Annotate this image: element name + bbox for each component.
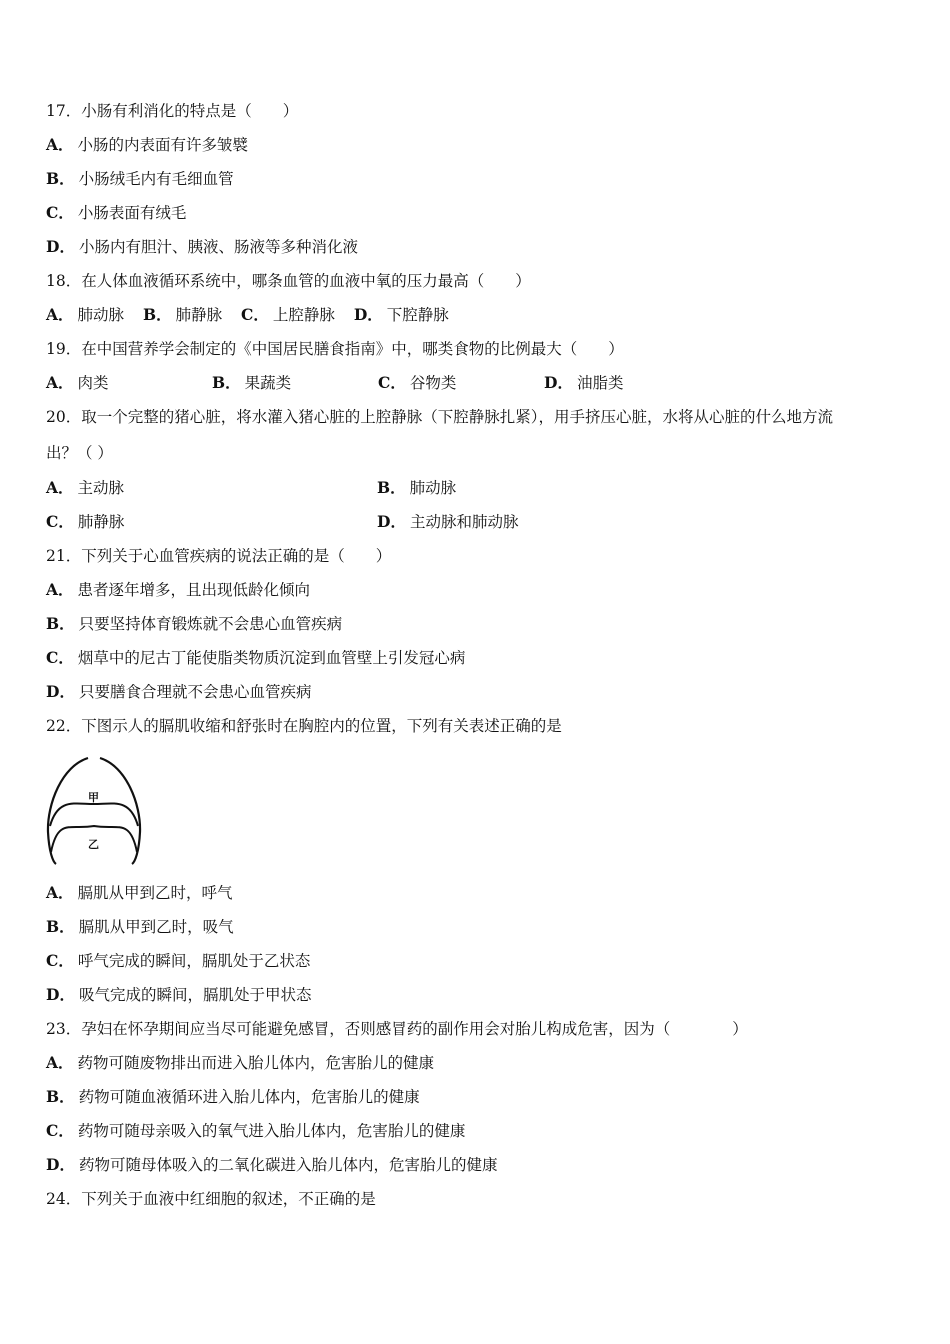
diaphragm-figure <box>44 752 144 870</box>
q18-option-c: C． 上腔静脉 <box>241 305 335 324</box>
q23-option-a: A． 药物可随废物排出而进入胎儿体内，危害胎儿的健康 <box>46 1053 435 1072</box>
q18-option-b: B． 肺静脉 <box>142 305 223 324</box>
q20-option-c: C． 肺静脉 <box>46 512 125 531</box>
question-24-stem: 24．下列关于血液中红细胞的叙述，不正确的是 <box>46 1190 376 1208</box>
q20-option-a: A． 主动脉 <box>46 478 125 497</box>
q17-option-b: B． 小肠绒毛内有毛细血管 <box>46 169 234 188</box>
question-19-stem: 19．在中国营养学会制定的《中国居民膳食指南》中，哪类食物的比例最大（ ） <box>46 340 624 358</box>
q21-option-b: B． 只要坚持体育锻炼就不会患心血管疾病 <box>46 614 343 633</box>
q20-options-row-2 <box>46 511 708 533</box>
question-20-stem-line1: 20．取一个完整的猪心脏，将水灌入猪心脏的上腔静脉（下腔静脉扎紧），用手挤压心脏，水将从心脏的什么地方流 <box>46 408 833 426</box>
q21-option-a: A． 患者逐年增多，且出现低龄化倾向 <box>46 580 311 599</box>
q21-option-c: C． 烟草中的尼古丁能使脂类物质沉淀到血管壁上引发冠心病 <box>46 648 466 667</box>
figure-label-yi: 乙 <box>88 838 99 851</box>
q19-options-row <box>46 372 623 394</box>
q23-option-c: C． 药物可随母亲吸入的氧气进入胎儿体内，危害胎儿的健康 <box>46 1121 466 1140</box>
q23-option-b: B． 药物可随血液循环进入胎儿体内，危害胎儿的健康 <box>46 1087 420 1106</box>
q17-option-d: D． 小肠内有胆汁、胰液、肠液等多种消化液 <box>46 237 358 256</box>
figure-label-jia: 甲 <box>88 791 99 804</box>
q19-option-c: C． 谷物类 <box>378 373 457 392</box>
question-22-stem: 22．下图示人的膈肌收缩和舒张时在胸腔内的位置，下列有关表述正确的是 <box>46 717 562 735</box>
q20-options-row-1 <box>46 477 708 499</box>
diaphragm-position-jia <box>50 803 138 826</box>
q20-option-b: B． 肺动脉 <box>377 478 457 497</box>
q18-options-row <box>46 304 463 326</box>
q20-option-d: D． 主动脉和肺动脉 <box>377 512 519 531</box>
question-21-stem: 21．下列关于心血管疾病的说法正确的是（ ） <box>46 547 392 565</box>
q19-option-d: D． 油脂类 <box>544 373 624 392</box>
thoracic-cavity-diagram <box>44 752 144 870</box>
question-18-stem: 18．在人体血液循环系统中，哪条血管的血液中氧的压力最高（ ） <box>46 272 531 290</box>
q17-option-c: C． 小肠表面有绒毛 <box>46 203 187 222</box>
q23-option-d: D． 药物可随母体吸入的二氧化碳进入胎儿体内，危害胎儿的健康 <box>46 1155 498 1174</box>
chest-wall-right <box>100 758 140 864</box>
q22-option-d: D． 吸气完成的瞬间，膈肌处于甲状态 <box>46 985 312 1004</box>
q17-option-a: A． 小肠的内表面有许多皱襞 <box>46 135 249 154</box>
q21-option-d: D． 只要膳食合理就不会患心血管疾病 <box>46 682 312 701</box>
question-17-stem: 17．小肠有利消化的特点是（ ） <box>46 102 299 120</box>
question-23-stem: 23．孕妇在怀孕期间应当尽可能避免感冒，否则感冒药的副作用会对胎儿构成危害，因为（ ） <box>46 1020 748 1038</box>
q22-option-a: A． 膈肌从甲到乙时，呼气 <box>46 883 233 902</box>
question-20-stem-line2: 出？（ ） <box>46 444 113 462</box>
q19-option-b: B． 果蔬类 <box>212 373 292 392</box>
q22-option-c: C． 呼气完成的瞬间，膈肌处于乙状态 <box>46 951 311 970</box>
q22-option-b: B． 膈肌从甲到乙时，吸气 <box>46 917 234 936</box>
chest-wall-left <box>48 758 88 864</box>
q18-option-d: D． 下腔静脉 <box>353 305 449 324</box>
q19-option-a: A． 肉类 <box>46 373 109 392</box>
q18-option-a: A． 肺动脉 <box>46 305 125 324</box>
